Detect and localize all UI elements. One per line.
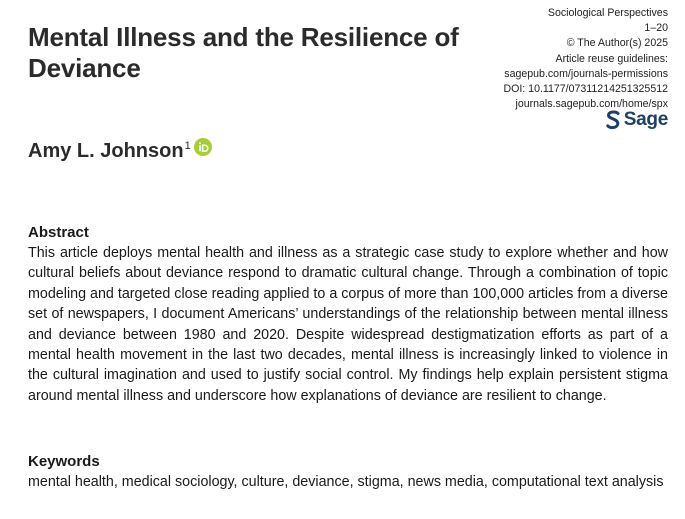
doi[interactable]: DOI: 10.1177/07311214251325512	[503, 83, 668, 96]
author-name[interactable]: Amy L. Johnson	[28, 140, 184, 162]
copyright: © The Author(s) 2025	[566, 37, 668, 50]
sage-logo-icon	[606, 110, 620, 130]
abstract-text: This article deploys mental health and illness as a strategic case study to explore whether and how cultural beliefs about deviance respond to dramatic cultural change. Through a combination of topic modeling and targeted close reading applied to a corpus of more than 100,000 articles from a diverse set of newspapers, I document Americans’ understandings of the relationship between mental illness and deviance between 1980 and 2020. Despite widespread destigmatization efforts as part of a mental health movement in the last two decades, mental illness is increasingly linked to violence in the cultural imagination and used to justify social control. My findings help explain persistent stigma around mental illness and underscore how explanations of deviance are resilient to change.	[28, 245, 668, 404]
publisher-name: Sage	[623, 109, 668, 130]
journal-link[interactable]: journals.sagepub.com/home/spx	[515, 98, 668, 111]
abstract-heading: Abstract	[28, 224, 89, 241]
reuse-label: Article reuse guidelines:	[555, 52, 668, 65]
journal-name: Sociological Perspectives	[547, 7, 668, 19]
keywords-heading: Keywords	[28, 453, 100, 470]
page-range: 1–20	[644, 22, 668, 35]
author-line	[28, 140, 212, 163]
publisher-logo	[606, 109, 668, 131]
keywords-text: mental health, medical sociology, culture, deviance, stigma, news media, computational text analysis	[28, 474, 664, 490]
article-title: Mental Illness and the Resilience of Deviance	[28, 22, 459, 83]
reuse-link[interactable]: sagepub.com/journals-permissions	[504, 67, 668, 80]
orcid-icon[interactable]	[194, 138, 212, 156]
affiliation-mark: 1	[184, 140, 191, 152]
journal-meta	[408, 6, 668, 112]
